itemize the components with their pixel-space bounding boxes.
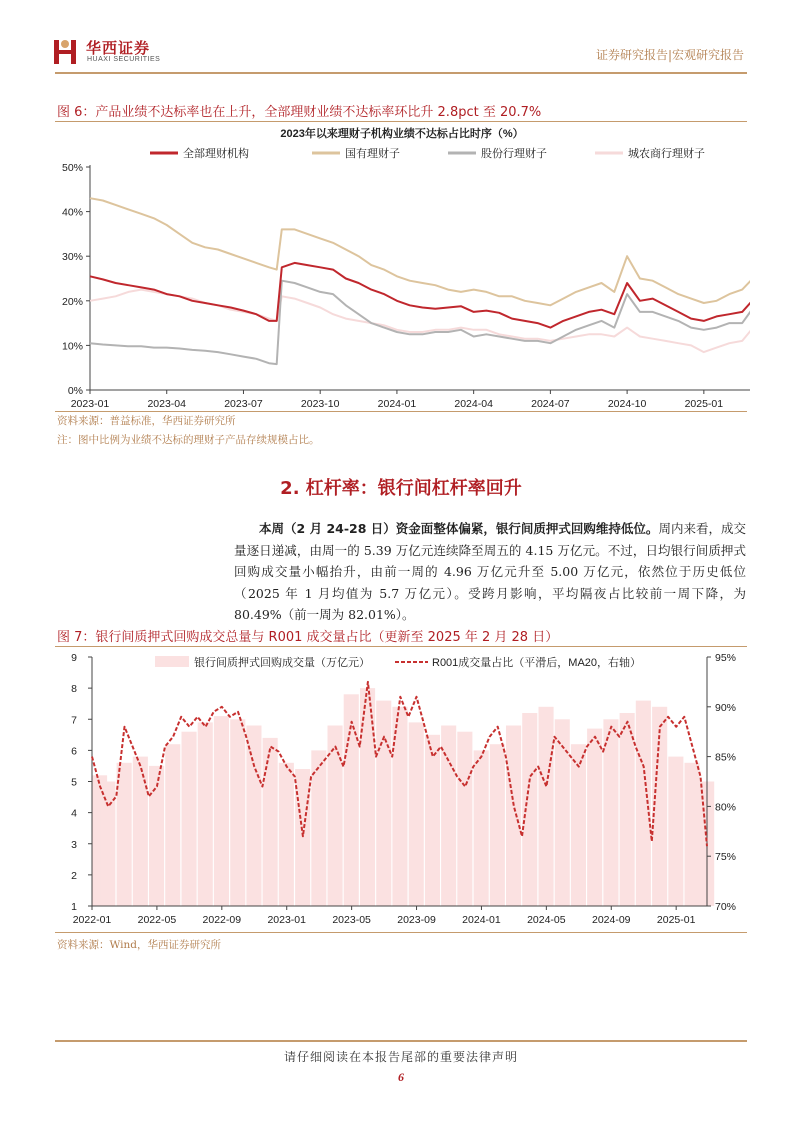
chart2-x-tick-label: 2023-05: [332, 914, 371, 926]
chart2-right-tick-label: 70%: [715, 901, 737, 913]
chart2-left-tick-label: 6: [71, 745, 77, 758]
chart2-bar: [214, 716, 229, 906]
paragraph-body: 周内来看，成交量逐日递减，由周一的 5.39 万亿元连续降至周五的 4.15 万亿元。不过，日均银行间质押式回购成交量小幅抬升，由前一周的 4.96 万亿元升至 5.00 万亿元，依然位于历史低位（2025 年 1 月均值为 5.7 万亿元）。受跨月影响，平均隔夜占比较前一周下降，为 80.49%（前一周为 82.01%）。: [234, 521, 746, 622]
chart1-legend-label: 股份行理财子: [481, 148, 547, 160]
chart1-y-tick-label: 50%: [61, 162, 83, 174]
chart1-y-tick-label: 10%: [61, 340, 83, 353]
chart2-x-tick-label: 2025-01: [656, 914, 696, 926]
figure6-note: 注：图中比例为业绩不达标的理财子产品存续规模占比。: [57, 434, 320, 446]
chart1-y-tick-label: 40%: [61, 206, 83, 219]
footer-divider: [55, 1040, 747, 1042]
chart2-left-tick-label: 8: [71, 683, 77, 696]
chart1-series: [90, 198, 750, 364]
chart2-x-tick-label: 2022-09: [202, 914, 242, 926]
chart2-right-tick-label: 80%: [715, 801, 737, 814]
chart2-right-tick-label: 85%: [715, 751, 737, 764]
chart2-left-tick-label: 4: [71, 807, 77, 820]
chart2-bar: [295, 769, 310, 906]
chart1-legend: [150, 146, 705, 160]
header-divider: [55, 72, 747, 74]
chart2-right-tick-label: 75%: [715, 851, 737, 864]
chart2-bar: [328, 726, 343, 907]
chart1-series-line: [90, 263, 750, 328]
chart2-bar: [409, 722, 424, 906]
chart2-x-tick-label: 2022-01: [72, 914, 112, 926]
chart2-x-tick-label: 2024-09: [591, 914, 631, 926]
chart2-bar: [230, 719, 245, 906]
chart2-left-tick-label: 7: [71, 714, 77, 727]
body-paragraph: [234, 518, 746, 626]
figure6-chart: [50, 122, 750, 410]
chart2-left-tick-label: 3: [71, 838, 77, 851]
chart1-x-tick-label: 2024-01: [377, 398, 417, 410]
chart1-x-tick-label: 2024-10: [607, 398, 647, 410]
chart2-x-tick-label: 2023-09: [397, 914, 436, 926]
paragraph-lead: 本周（2 月 24-28 日）资金面整体偏紧，银行间质押式回购维持低位。: [259, 521, 659, 536]
chart1-legend-label: 全部理财机构: [183, 148, 249, 160]
chart2-bar: [685, 763, 700, 906]
chart2-x-tick-label: 2022-05: [137, 914, 177, 926]
chart1-series-line: [90, 198, 750, 305]
chart2-bar: [279, 763, 294, 906]
chart2-bar: [165, 744, 180, 906]
chart2-legend-bar-swatch: [155, 656, 189, 667]
chart1-series-line: [90, 281, 750, 364]
chart1-y-tick-label: 30%: [61, 251, 83, 264]
chart2-bar: [620, 713, 635, 906]
chart1-legend-label: 城农商行理财子: [628, 148, 705, 160]
report-type: 证券研究报告|宏观研究报告: [595, 48, 744, 62]
figure7-top-rule: [55, 646, 747, 647]
chart2-bar: [457, 732, 472, 906]
chart1-axes: [62, 162, 750, 410]
footer-disclaimer: 请仔细阅读在本报告尾部的重要法律声明: [283, 1050, 518, 1064]
chart2-left-tick-label: 2: [71, 869, 77, 882]
chart2-bar: [668, 757, 683, 906]
chart2-bar: [149, 766, 164, 906]
chart2-right-tick-label: 90%: [715, 701, 737, 714]
chart2-bar: [587, 729, 602, 906]
chart2-left-tick-label: 9: [71, 652, 77, 664]
figure7-source: 资料来源：Wind，华西证券研究所: [57, 939, 221, 951]
chart1-title: 2023年以来理财子机构业绩不达标占比时序（%）: [280, 128, 524, 140]
chart2-bar: [490, 744, 505, 906]
chart1-y-tick-label: 0%: [67, 385, 83, 397]
chart1-x-tick-label: 2024-04: [454, 398, 493, 410]
chart1-x-tick-label: 2023-01: [70, 398, 110, 410]
chart2-bar: [376, 701, 391, 906]
chart2-x-tick-label: 2024-01: [462, 914, 501, 926]
company-name-cn: 华西证券: [86, 39, 151, 57]
section-title: 2. 杠杆率：银行间杠杆率回升: [280, 478, 522, 499]
figure6-source: 资料来源：普益标准，华西证券研究所: [57, 415, 236, 427]
figure7-caption: 图 7：银行间质押式回购成交总量与 R001 成交量占比（更新至 2025 年 2 月 28 日）: [57, 630, 559, 645]
chart2-legend-line-label: R001成交量占比（平滑后，MA20，右轴）: [432, 657, 642, 669]
figure6-bottom-rule: [55, 411, 747, 412]
figure7-bottom-rule: [55, 932, 747, 933]
chart1-x-tick-label: 2023-10: [300, 398, 340, 410]
chart2-x-tick-label: 2024-05: [527, 914, 566, 926]
chart1-x-tick-label: 2023-04: [147, 398, 187, 410]
chart2-bar: [263, 738, 278, 906]
chart2-bar: [246, 726, 261, 907]
figure6-caption: 图 6：产品业绩不达标率也在上升，全部理财业绩不达标率环比升 2.8pct 至 20.7%: [57, 105, 542, 120]
chart2-right-tick-label: 95%: [715, 652, 737, 664]
chart2-bar: [474, 750, 489, 906]
chart2-bar: [603, 719, 618, 906]
chart2-legend: [155, 655, 641, 669]
chart1-y-tick-label: 20%: [61, 295, 83, 308]
chart2-bar: [522, 713, 537, 906]
chart1-legend-label: 国有理财子: [345, 148, 400, 160]
figure7-chart: [50, 648, 750, 930]
chart1-x-tick-label: 2024-07: [531, 398, 570, 410]
chart2-left-tick-label: 5: [71, 776, 77, 789]
company-name-en: HUAXI SECURITIES: [87, 56, 161, 63]
chart2-bar: [117, 763, 132, 906]
chart2-bar: [425, 735, 440, 906]
chart2-bar: [571, 744, 586, 906]
huaxi-logo-icon: [52, 36, 80, 66]
chart2-bar: [539, 707, 554, 906]
chart1-x-tick-label: 2023-07: [224, 398, 263, 410]
chart2-bar: [182, 732, 197, 906]
chart2-bar: [198, 722, 213, 906]
chart2-bar: [133, 757, 148, 906]
chart2-left-tick-label: 1: [71, 901, 77, 913]
chart2-x-tick-label: 2023-01: [267, 914, 306, 926]
chart2-bar: [506, 726, 521, 907]
chart1-x-tick-label: 2025-01: [684, 398, 724, 410]
chart2-legend-bar-label: 银行间质押式回购成交量（万亿元）: [194, 657, 370, 669]
page-number: 6: [398, 1070, 404, 1084]
